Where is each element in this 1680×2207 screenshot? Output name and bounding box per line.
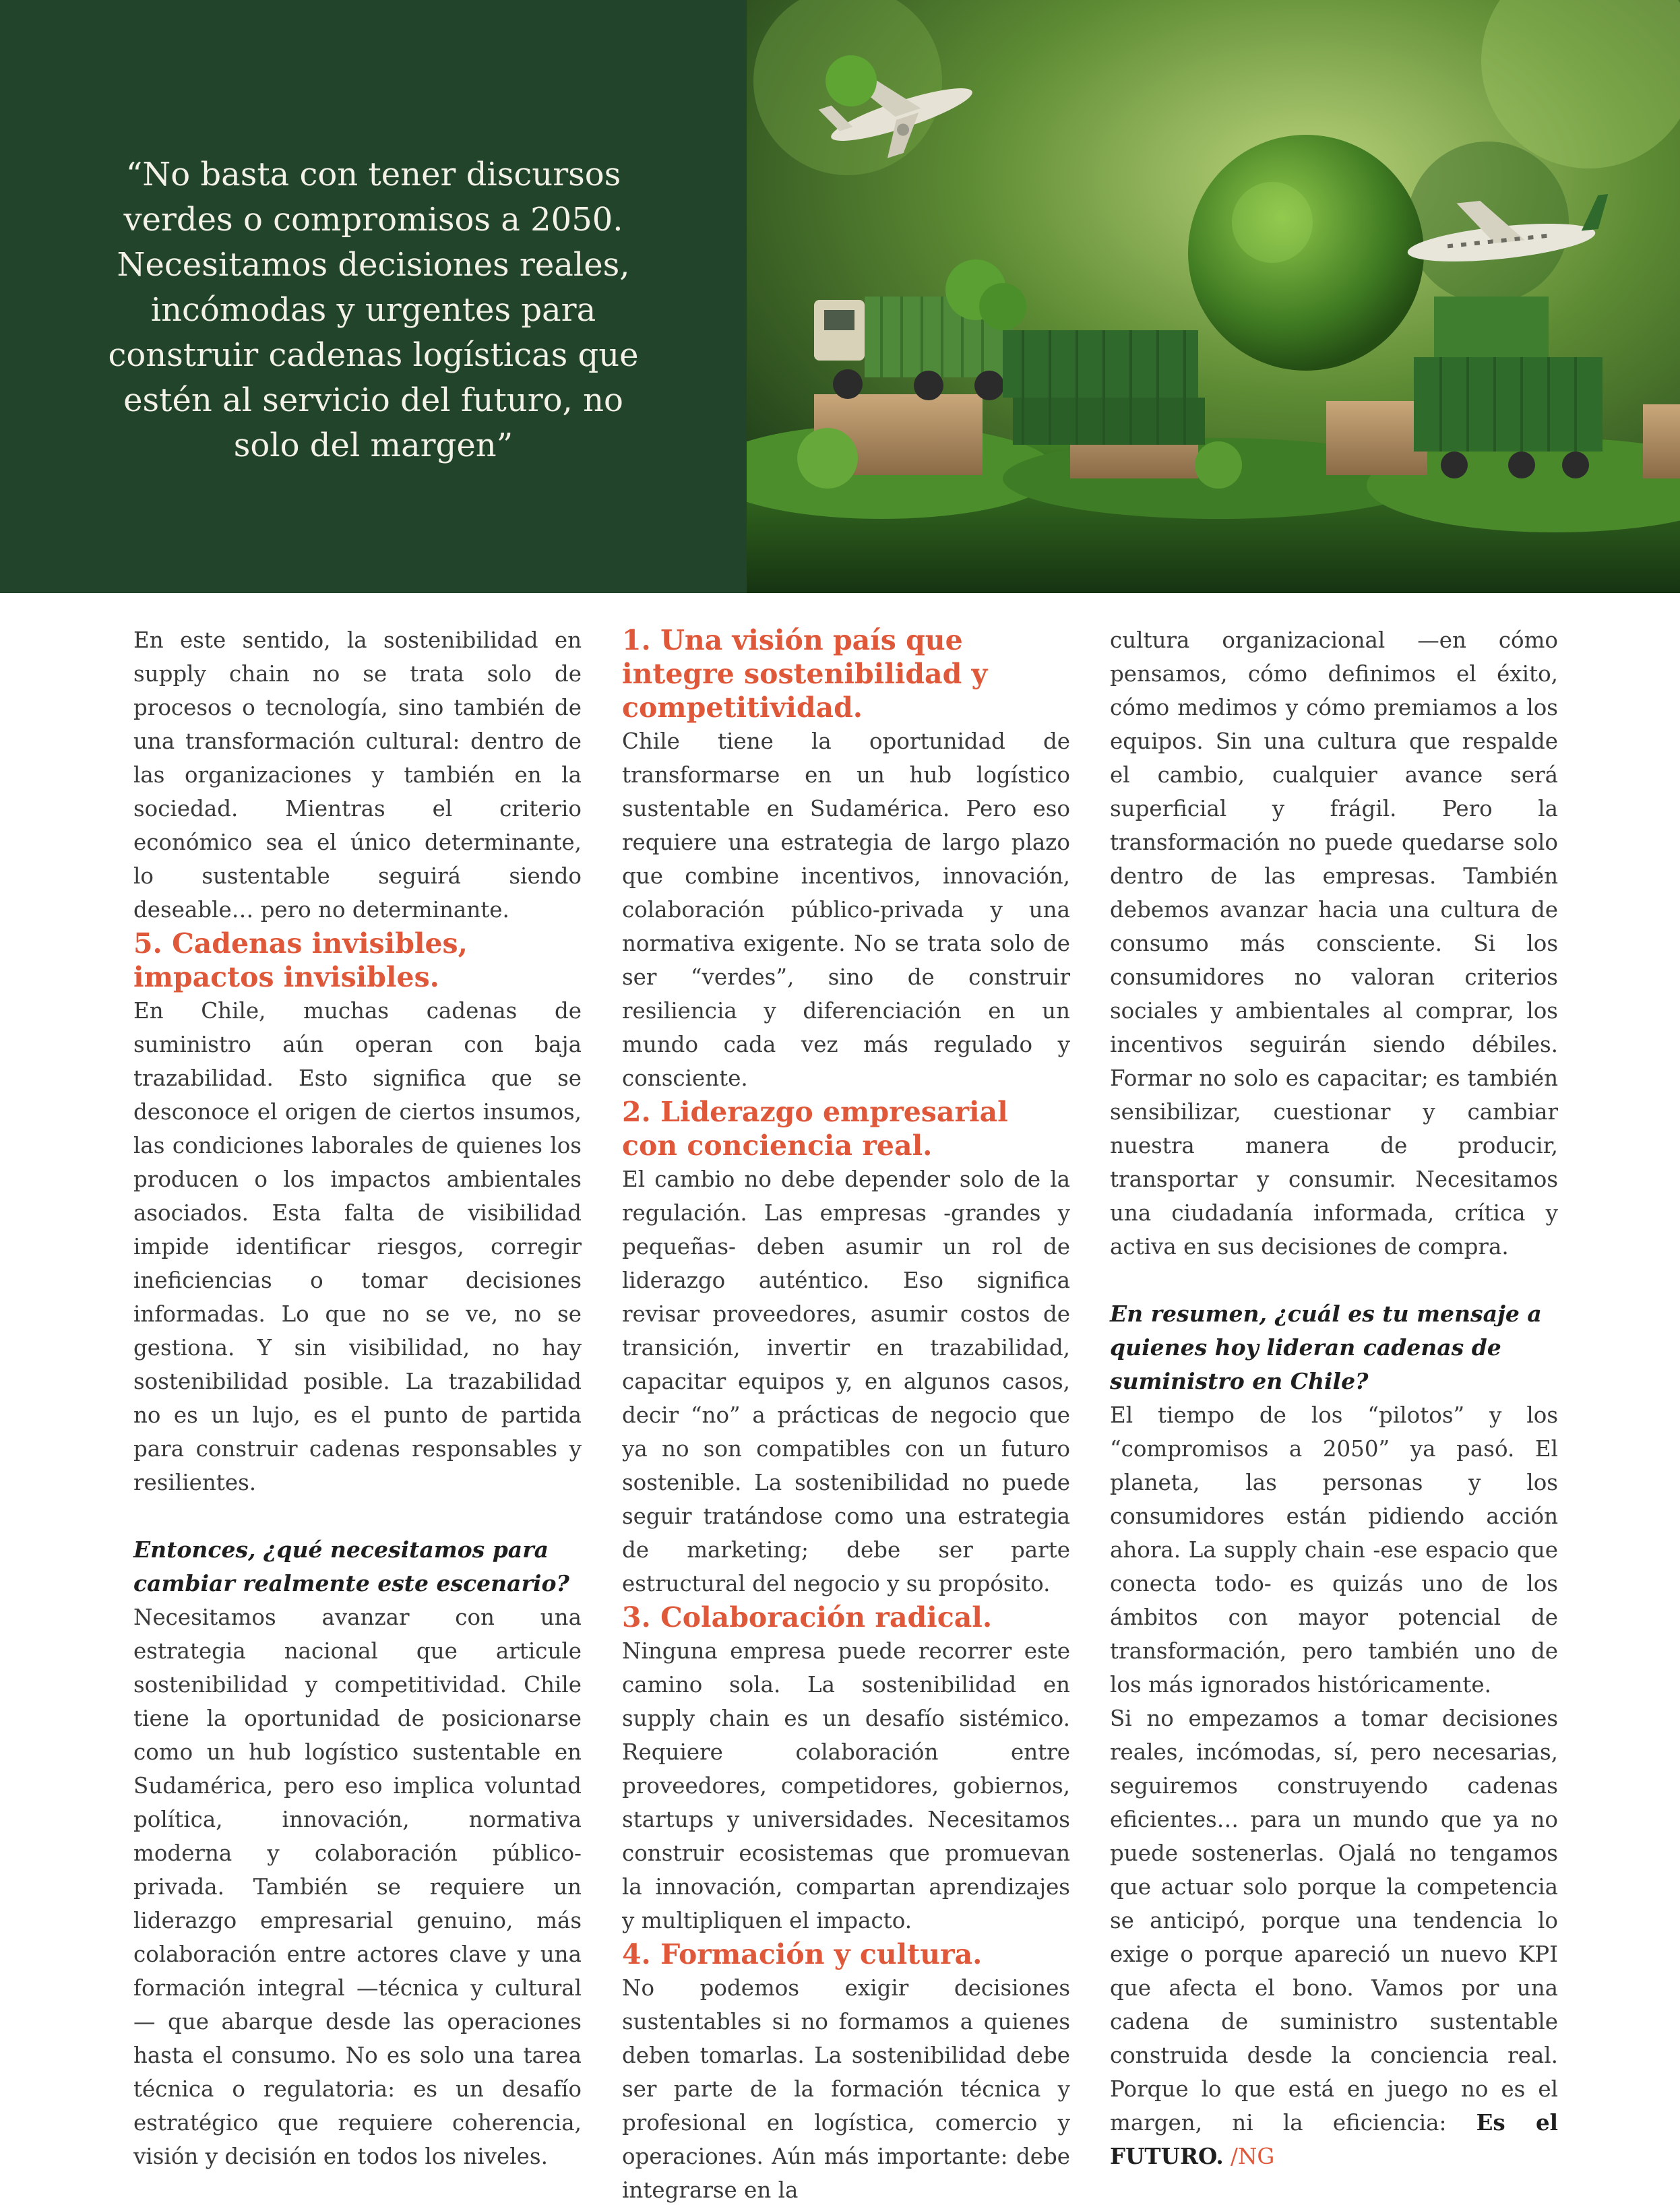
hero-section	[0, 0, 1680, 593]
pull-quote: “No basta con tener discursos verdes o compromisos a 2050. Necesitamos decisiones reales, incómodas y urgentes para construir cadenas logísticas que estén al servicio del futuro, no solo del margen”	[108, 155, 639, 464]
closing-emphasis: Es el FUTURO.	[1110, 2109, 1558, 2169]
paragraph: Ninguna empresa puede recorrer este camino sola. La sostenibilidad en supply chain es un desafío sistémico. Requiere colaboración entre proveedores, competidores, gobiernos, startups y universidades. Necesitamos construir ecosistemas que promuevan la innovación, compartan aprendizajes y multipliquen el impacto.	[622, 1638, 1070, 1933]
interview-question: Entonces, ¿qué necesitamos para cambiar realmente este escenario?	[133, 1536, 569, 1596]
paragraph: El tiempo de los “pilotos” y los “compromisos a 2050” ya pasó. El planeta, las personas y los consumidores están pidiendo acción ahora. La supply chain -ese espacio que conecta todo- es quizás uno de los ámbitos con mayor potencial de transformación, pero también uno de los más ignorados históricamente.	[1110, 1402, 1558, 1698]
end-mark: /NG	[1231, 2144, 1275, 2169]
paragraph-closing	[1110, 1702, 1558, 2173]
section-heading-1: 1. Una visión país que integre sostenibilidad y competitividad.	[622, 624, 988, 724]
pull-quote-panel	[0, 0, 747, 593]
paragraph: En este sentido, la sostenibilidad en supply chain no se trata solo de procesos o tecnología, sino también de una transformación cultural: dentro de las organizaciones y también en la sociedad. Mientras el criterio económico sea el único determinante, lo sustentable seguirá siendo deseable… pero no determinante.	[133, 627, 582, 923]
section-heading-5: 5. Cadenas invisibles, impactos invisibles.	[133, 927, 468, 993]
article-column-2	[622, 623, 1070, 2207]
paragraph: No podemos exigir decisiones sustentables si no formamos a quienes deben tomarlas. La sostenibilidad debe ser parte de la formación técnica y profesional en logística, comercio y operaciones. Aún más importante: debe integrarse en la	[622, 1975, 1070, 2203]
paragraph: En Chile, muchas cadenas de suministro aún operan con baja trazabilidad. Esto significa que se desconoce el origen de ciertos insumos, las condiciones laborales de quienes los producen o los impactos ambientales asociados. Esta falta de visibilidad impide identificar riesgos, corregir ineficiencias o tomar decisiones informadas. Lo que no se ve, no se gestiona. Y sin visibilidad, no hay sostenibilidad posible. La trazabilidad no es un lujo, es el punto de partida para construir cadenas responsables y resilientes.	[133, 998, 582, 1495]
paragraph: Necesitamos avanzar con una estrategia nacional que articule sostenibilidad y competitividad. Chile tiene la oportunidad de posicionarse como un hub logístico sustentable en Sudamérica, pero eso implica voluntad política, innovación, normativa moderna y colaboración público-privada. También se requiere un liderazgo empresarial genuino, más colaboración entre actores clave y una formación integral —técnica y cultural— que abarque desde las operaciones hasta el consumo. No es solo una tarea técnica o regulatoria: es un desafío estratégico que requiere coherencia, visión y decisión en todos los niveles.	[133, 1605, 582, 2169]
green-logistics-globe-photo-icon	[747, 0, 1680, 593]
article-column-1	[133, 623, 582, 2173]
paragraph: cultura organizacional —en cómo pensamos, cómo definimos el éxito, cómo medimos y cómo premiamos a los equipos. Sin una cultura que respalde el cambio, cualquier avance será superficial y frágil. Pero la transformación no puede quedarse solo dentro de las empresas. También debemos avanzar hacia una cultura de consumo más consciente. Si los consumidores no valoran criterios sociales y ambientales al comprar, los incentivos seguirán siendo débiles. Formar no solo es capacitar; es también sensibilizar, cuestionar y cambiar nuestra manera de producir, transportar y consumir. Necesitamos una ciudadanía informada, crítica y activa en sus decisiones de compra.	[1110, 627, 1558, 1260]
paragraph: Chile tiene la oportunidad de transformarse en un hub logístico sustentable en Sudamérica. Pero eso requiere una estrategia de largo plazo que combine incentivos, innovación, colaboración público-privada y una normativa exigente. No se trata solo de ser “verdes”, sino de construir resiliencia y diferenciación en un mundo cada vez más regulado y consciente.	[622, 728, 1070, 1091]
section-heading-3: 3. Colaboración radical.	[622, 1601, 993, 1634]
article-column-3	[1110, 623, 1558, 2173]
paragraph: El cambio no debe depender solo de la regulación. Las empresas -grandes y pequeñas- deben asumir un rol de liderazgo auténtico. Eso significa revisar proveedores, asumir costos de transición, invertir en trazabilidad, capacitar equipos y, en algunos casos, decir “no” a prácticas de negocio que ya no son compatibles con un futuro sostenible. La sostenibilidad no puede seguir tratándose como una estrategia de marketing; debe ser parte estructural del negocio y su propósito.	[622, 1167, 1070, 1596]
section-heading-2: 2. Liderazgo empresarial con conciencia real.	[622, 1096, 1008, 1162]
section-heading-4: 4. Formación y cultura.	[622, 1938, 983, 1970]
interview-question: En resumen, ¿cuál es tu mensaje a quienes hoy lideran cadenas de suministro en Chile?	[1110, 1301, 1542, 1394]
closing-text: Si no empezamos a tomar decisiones reales, incómodas, sí, pero necesarias, seguiremos construyendo cadenas eficientes… para un mundo que ya no puede sostenerlas. Ojalá no tengamos que actuar solo porque la competencia se anticipó, porque una tendencia lo exige o porque apareció un nuevo KPI que afecta el bono. Vamos por una cadena de suministro sustentable construida desde la conciencia real. Porque lo que está en juego no es el margen, ni la eficiencia:	[1110, 1706, 1558, 2136]
